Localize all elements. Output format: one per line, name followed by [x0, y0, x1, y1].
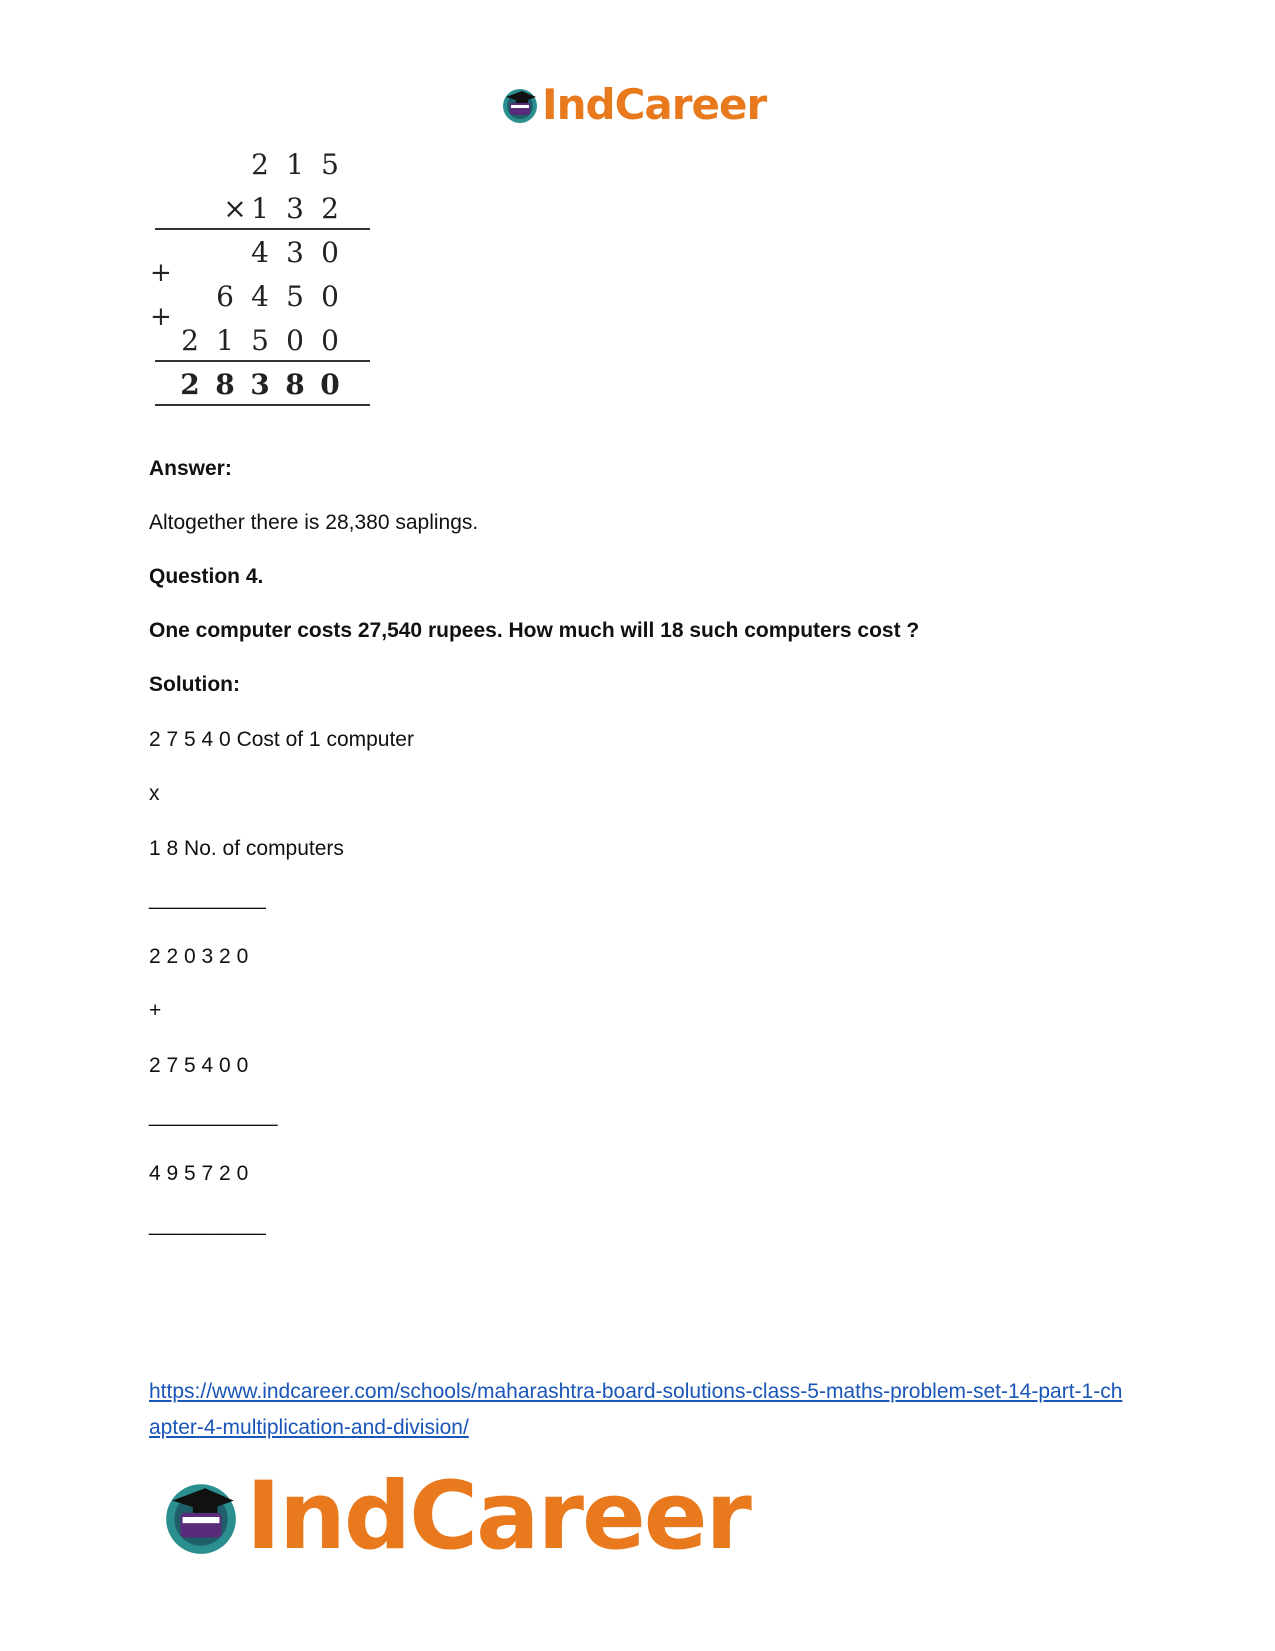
mult-rule: [155, 360, 370, 362]
graduation-book-globe-icon: [500, 85, 540, 125]
mult-rule: [155, 228, 370, 230]
solution-line: 2 2 0 3 2 0: [149, 945, 249, 968]
solution-line: 2 7 5 4 0 Cost of 1 computer: [149, 728, 414, 751]
header-logo: [500, 80, 766, 129]
source-link[interactable]: https://www.indcareer.com/schools/maharashtra-board-solutions-class-5-maths-problem-set-14-part-1-chapter-4-multiplication-and-division/: [149, 1380, 1123, 1439]
solution-line: 4 9 5 7 2 0: [149, 1162, 249, 1185]
solution-line: 2 7 5 4 0 0: [149, 1054, 249, 1077]
mult-digit: 4: [251, 236, 269, 269]
solution-rule: __________: [149, 887, 266, 910]
mult-rule: [155, 404, 370, 406]
solution-label: Solution:: [149, 673, 240, 696]
answer-label: Answer:: [149, 457, 232, 480]
mult-digit: 0: [286, 324, 304, 357]
mult-digit: 3: [286, 192, 304, 225]
question-label: Question 4.: [149, 565, 264, 588]
mult-digit: 8: [285, 368, 305, 401]
mult-digit: 8: [215, 368, 235, 401]
plus-sign: +: [150, 302, 172, 332]
mult-digit: 2: [180, 368, 200, 401]
mult-digit: 3: [250, 368, 270, 401]
mult-digit: 1: [216, 324, 234, 357]
mult-digit: 0: [320, 368, 340, 401]
mult-digit: 1: [286, 148, 304, 181]
graduation-book-globe-icon: [160, 1476, 242, 1558]
plus-sign: +: [150, 258, 172, 288]
mult-digit: 2: [321, 192, 339, 225]
solution-line: 1 8 No. of computers: [149, 837, 344, 860]
answer-text: Altogether there is 28,380 saplings.: [149, 511, 479, 534]
footer-logo: [160, 1462, 750, 1571]
mult-digit: 0: [321, 236, 339, 269]
mult-digit: 5: [251, 324, 269, 357]
solution-line: +: [149, 999, 162, 1022]
mult-digit: 2: [181, 324, 199, 357]
mult-digit: 6: [216, 280, 234, 313]
solution-rule: __________: [149, 1213, 266, 1236]
multiplication-working: [150, 148, 370, 428]
mult-digit: 3: [286, 236, 304, 269]
question-text: One computer costs 27,540 rupees. How much will 18 such computers cost ?: [149, 619, 920, 642]
mult-digit: 0: [321, 324, 339, 357]
mult-digit: 5: [286, 280, 304, 313]
mult-digit: 2: [251, 148, 269, 181]
solution-line: x: [149, 782, 160, 805]
footer-logo-text: IndCareer: [246, 1462, 750, 1571]
mult-digit: 5: [321, 148, 339, 181]
mult-digit: 4: [251, 280, 269, 313]
mult-digit: 1: [251, 192, 269, 225]
solution-rule: ___________: [149, 1104, 278, 1127]
mult-digit: 0: [321, 280, 339, 313]
times-sign: ×: [223, 192, 247, 225]
header-logo-text: IndCareer: [542, 80, 767, 129]
